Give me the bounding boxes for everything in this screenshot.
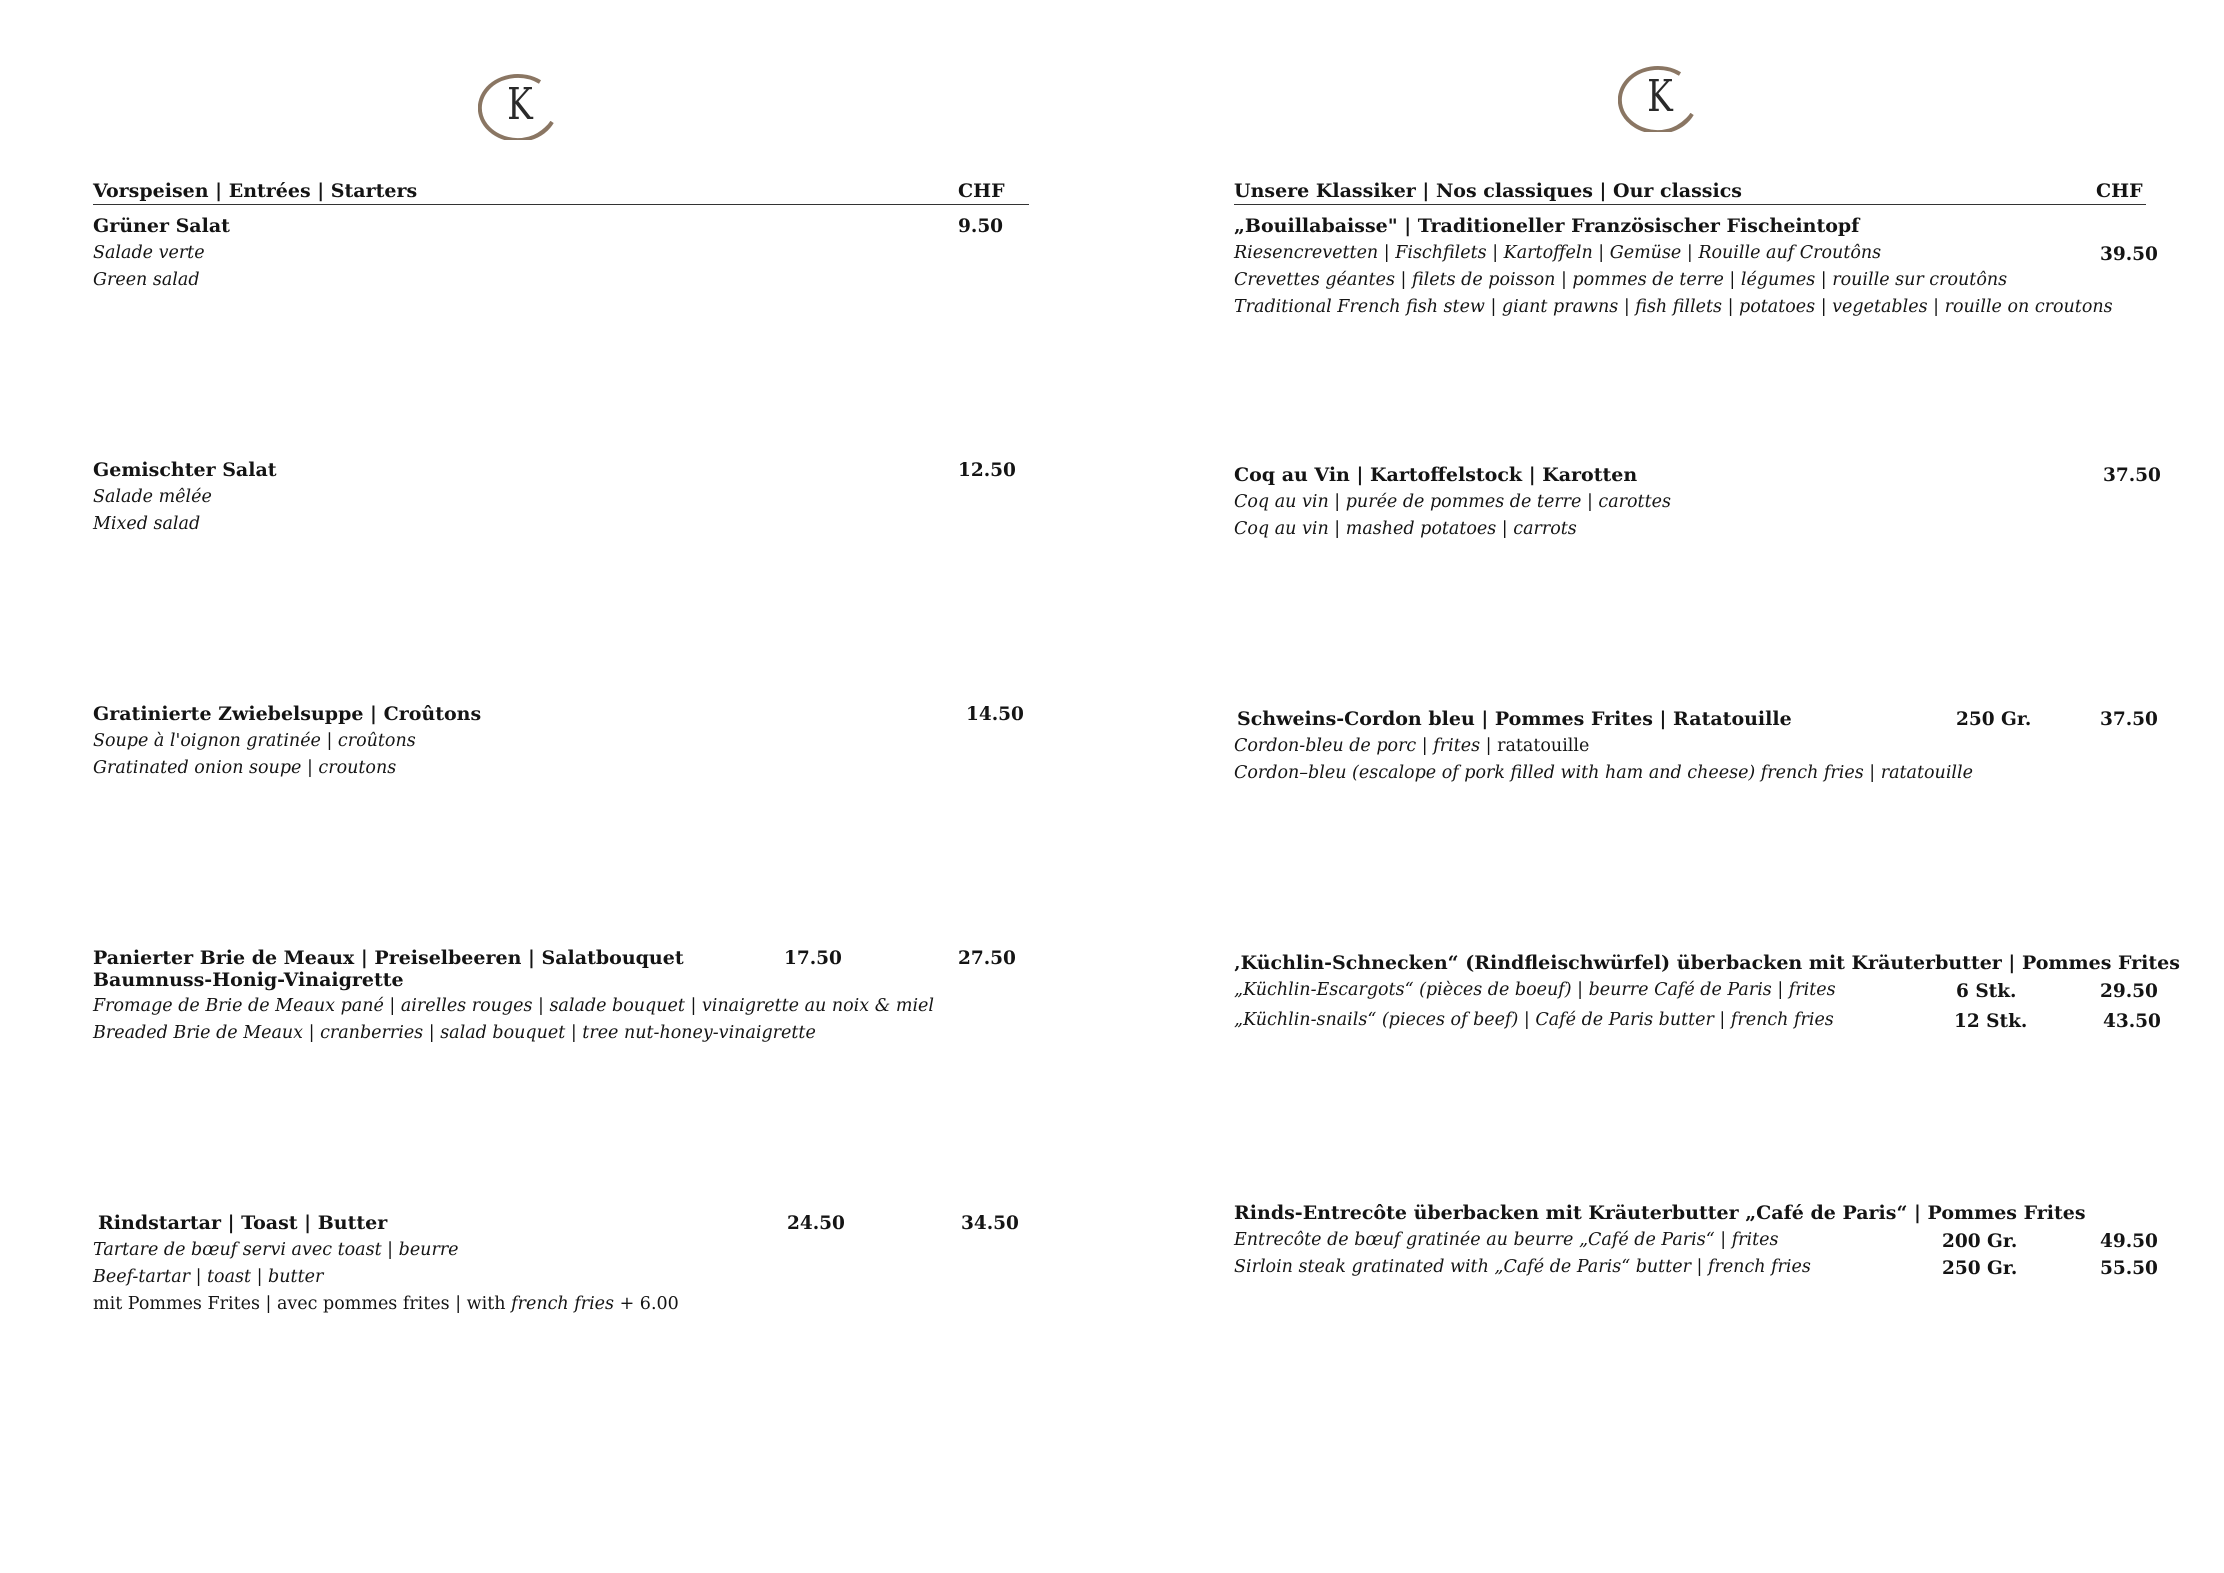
item-quantity: 250 Gr. [1956, 709, 2032, 730]
item-quantity: 250 Gr. [1942, 1258, 2018, 1279]
item-desc-fr: Crevettes géantes | filets de poisson | pommes de terre | légumes | rouille sur croutôns [1234, 270, 2008, 290]
header-divider [1234, 204, 2146, 205]
item-price: 34.50 [961, 1213, 1019, 1234]
restaurant-logo-left [478, 68, 562, 140]
header-divider [93, 204, 1029, 205]
item-price: 37.50 [2103, 465, 2161, 486]
item-desc-en: Beef-tartar | toast | butter [93, 1267, 324, 1287]
item-name: Rindstartar | Toast | Butter [98, 1212, 388, 1234]
item-price: 14.50 [966, 704, 1024, 725]
currency-label: CHF [2096, 180, 2143, 202]
item-desc-fr: Tartare de bœuf servi avec toast | beurre [93, 1240, 459, 1260]
item-desc-en: Gratinated onion soupe | croutons [93, 758, 397, 778]
item-desc-en: „Küchlin-snails“ (pieces of beef) | Café de Paris butter | french fries [1234, 1010, 1834, 1030]
item-desc-en: Breaded Brie de Meaux | cranberries | salad bouquet | tree nut-honey-vinaigrette [93, 1023, 816, 1043]
currency-label: CHF [958, 180, 1005, 202]
item-desc-fr: Entrecôte de bœuf gratinée au beurre „Café de Paris“ | frites [1234, 1230, 1779, 1250]
item-name: ‚Küchlin-Schnecken“ (Rindfleischwürfel) überbacken mit Kräuterbutter | Pommes Frites [1234, 952, 2180, 974]
item-name: Panierter Brie de Meaux | Preiselbeeren | Salatbouquet [93, 947, 684, 969]
item-price: 55.50 [2100, 1258, 2158, 1279]
item-name-line2: Baumnuss-Honig-Vinaigrette [93, 969, 404, 991]
section-header-starters: Vorspeisen | Entrées | Starters [93, 180, 418, 202]
item-quantity: 6 Stk. [1956, 981, 2017, 1002]
item-desc-de: Riesencrevetten | Fischfilets | Kartoffeln | Gemüse | Rouille auf Croutôns [1234, 243, 1882, 263]
item-quantity: 200 Gr. [1942, 1231, 2018, 1252]
item-desc-fr: Salade verte [93, 243, 205, 263]
item-price: 49.50 [2100, 1231, 2158, 1252]
item-quantity: 12 Stk. [1954, 1011, 2028, 1032]
item-name: Schweins-Cordon bleu | Pommes Frites | Ratatouille [1237, 708, 1792, 730]
item-price: 37.50 [2100, 709, 2158, 730]
item-price: 29.50 [2100, 981, 2158, 1002]
item-desc-en: Traditional French fish stew | giant prawns | fish fillets | potatoes | vegetables | rouille on croutons [1234, 297, 2113, 317]
item-desc-fr: Salade mêlée [93, 487, 212, 507]
item-name: Gemischter Salat [93, 459, 277, 481]
item-price-small: 24.50 [787, 1213, 845, 1234]
item-desc-fr: „Küchlin-Escargots“ (pièces de boeuf) | beurre Café de Paris | frites [1234, 980, 1836, 1000]
item-name: „Bouillabaisse" | Traditioneller Französischer Fischeintopf [1234, 215, 1860, 237]
item-price: 27.50 [958, 948, 1016, 969]
item-desc-en: Mixed salad [93, 514, 201, 534]
item-price-small: 17.50 [784, 948, 842, 969]
item-price: 12.50 [958, 460, 1016, 481]
item-desc-fr: Cordon-bleu de porc | frites | ratatouille [1234, 736, 1590, 756]
item-desc-en: Sirloin steak gratinated with „Café de Paris“ butter | french fries [1234, 1257, 1811, 1277]
section-header-classics: Unsere Klassiker | Nos classiques | Our classics [1234, 180, 1742, 202]
item-price: 43.50 [2103, 1011, 2161, 1032]
item-price: 39.50 [2100, 244, 2158, 265]
logo-letter: K [507, 78, 533, 130]
item-name: Coq au Vin | Kartoffelstock | Karotten [1234, 464, 1638, 486]
item-name: Gratinierte Zwiebelsuppe | Croûtons [93, 703, 482, 725]
item-desc-fr: Coq au vin | purée de pommes de terre | carottes [1234, 492, 1671, 512]
item-name: Grüner Salat [93, 215, 230, 237]
item-desc-fr: Soupe à l'oignon gratinée | croûtons [93, 731, 416, 751]
item-price: 9.50 [958, 216, 1004, 237]
item-desc-en: Cordon–bleu (escalope of pork filled with ham and cheese) french fries | ratatouille [1234, 763, 1973, 783]
item-desc-en: Coq au vin | mashed potatoes | carrots [1234, 519, 1577, 539]
item-desc-en: Green salad [93, 270, 200, 290]
item-name: Rinds-Entrecôte überbacken mit Kräuterbutter „Café de Paris“ | Pommes Frites [1234, 1202, 2086, 1224]
item-extra-note: mit Pommes Frites | avec pommes frites | with french fries + 6.00 [93, 1294, 679, 1314]
restaurant-logo-right [1618, 60, 1702, 132]
item-desc-fr: Fromage de Brie de Meaux pané | airelles rouges | salade bouquet | vinaigrette au noix & miel [93, 996, 934, 1016]
logo-letter: K [1647, 70, 1673, 122]
